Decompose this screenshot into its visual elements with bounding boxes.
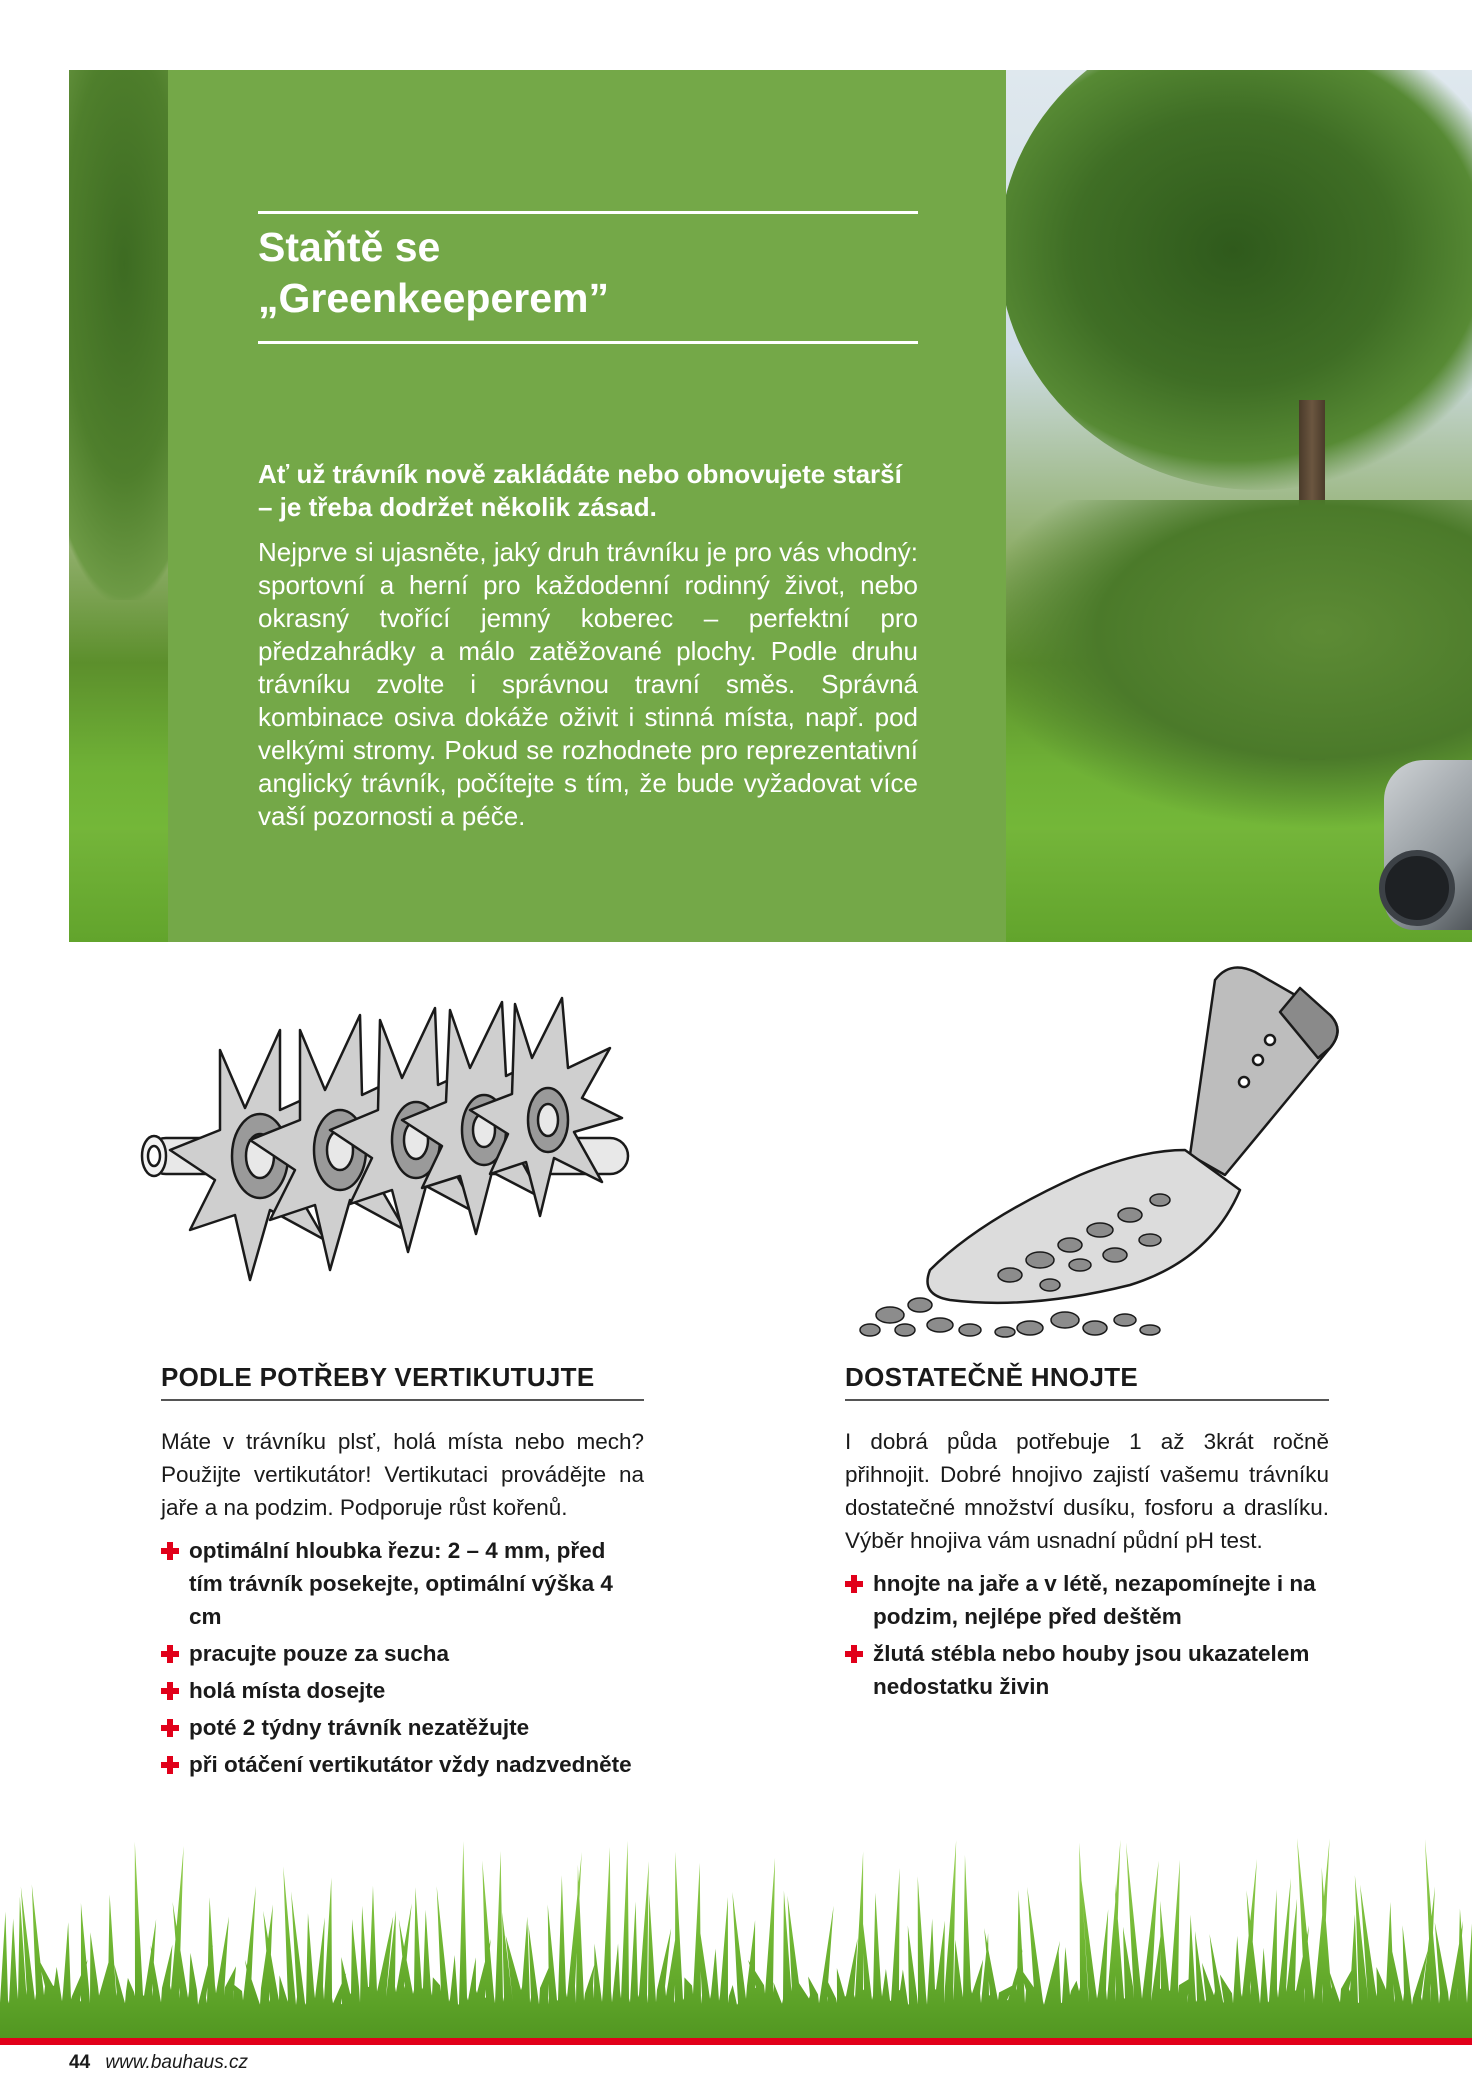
panel-bottom-rule bbox=[258, 341, 918, 344]
list-item-text: pracujte pouze za sucha bbox=[189, 1641, 450, 1666]
panel-title-line2: „Greenkeeperem” bbox=[258, 275, 609, 321]
panel-lead: Ať už trávník nově zakládáte nebo obnovujete starší – je třeba dodržet několik zásad. bbox=[258, 459, 902, 522]
list-item-text: poté 2 týdny trávník nezatěžujte bbox=[189, 1715, 530, 1740]
scarifier-roller-illustration bbox=[140, 990, 660, 1310]
mower-wheel bbox=[1379, 850, 1455, 926]
footer-url[interactable]: www.bauhaus.cz bbox=[105, 2052, 248, 2073]
panel-title bbox=[258, 222, 898, 324]
list-item bbox=[161, 1534, 644, 1633]
section-scarify bbox=[161, 1362, 644, 1785]
page-number: 44 bbox=[69, 2052, 91, 2073]
footer bbox=[69, 2052, 248, 2074]
section-intro: I dobrá půda potřebuje 1 až 3krát ročně přihnojit. Dobré hnojivo zajistí vašemu trávníku dostatečné množství dusíku, fosforu a draslíku. Výběr hnojiva vám usnadní půdní pH test. bbox=[845, 1429, 1329, 1553]
panel-top-rule bbox=[258, 211, 918, 214]
section-heading: DOSTATEČNĚ HNOJTE bbox=[845, 1362, 1329, 1401]
list-item bbox=[161, 1711, 644, 1744]
list-item-text: žlutá stébla nebo houby jsou ukazatelem nedostatku živin bbox=[873, 1641, 1310, 1699]
plus-icon bbox=[161, 1756, 179, 1774]
plus-icon bbox=[161, 1719, 179, 1737]
section-intro: Máte v trávníku plsť, holá místa nebo mech? Použijte vertikutátor! Vertikutaci provádějte na jaře a na podzim. Podporuje růst kořenů. bbox=[161, 1429, 644, 1520]
list-item-text: optimální hloubka řezu: 2 – 4 mm, před tím trávník posekejte, optimální výška 4 cm bbox=[189, 1538, 613, 1629]
bullet-list bbox=[845, 1567, 1329, 1703]
intro-panel bbox=[168, 70, 1006, 942]
tree-right bbox=[999, 70, 1472, 490]
plus-icon bbox=[845, 1575, 863, 1593]
plus-icon bbox=[161, 1542, 179, 1560]
trowel-fertilizer-illustration bbox=[830, 960, 1350, 1340]
section-heading: PODLE POTŘEBY VERTIKUTUJTE bbox=[161, 1362, 644, 1401]
list-item bbox=[161, 1748, 644, 1781]
plus-icon bbox=[161, 1682, 179, 1700]
plus-icon bbox=[161, 1645, 179, 1663]
panel-title-line1: Staňtě se bbox=[258, 224, 441, 270]
list-item bbox=[161, 1674, 644, 1707]
plus-icon bbox=[845, 1645, 863, 1663]
list-item bbox=[845, 1637, 1329, 1703]
footer-red-bar bbox=[0, 2038, 1472, 2045]
bullet-list bbox=[161, 1534, 644, 1781]
list-item bbox=[845, 1567, 1329, 1633]
panel-body: Nejprve si ujasněte, jaký druh trávníku je pro vás vhodný: sportovní a herní pro každodenní rodinný život, nebo okrasný tvořící jemný koberec – perfektní pro předzahrádky a málo zatěžované plochy. Podle druhu trávníku zvolte i správnou travní směs. Správná kombinace osiva dokáže oživit i stinná místa, např. pod velkými stromy. Pokud se rozhodnete pro reprezentativní anglický trávník, počítejte s tím, že bude vyžadovat více vaší pozornosti a péče. bbox=[258, 537, 918, 831]
list-item-text: při otáčení vertikutátor vždy nadzvedněte bbox=[189, 1752, 632, 1777]
list-item-text: holá místa dosejte bbox=[189, 1678, 386, 1703]
list-item bbox=[161, 1637, 644, 1670]
grass-decoration bbox=[0, 1830, 1472, 2045]
list-item-text: hnojte na jaře a v létě, nezapomínejte i na podzim, nejlépe před deštěm bbox=[873, 1571, 1316, 1629]
section-fertilize bbox=[845, 1362, 1329, 1707]
